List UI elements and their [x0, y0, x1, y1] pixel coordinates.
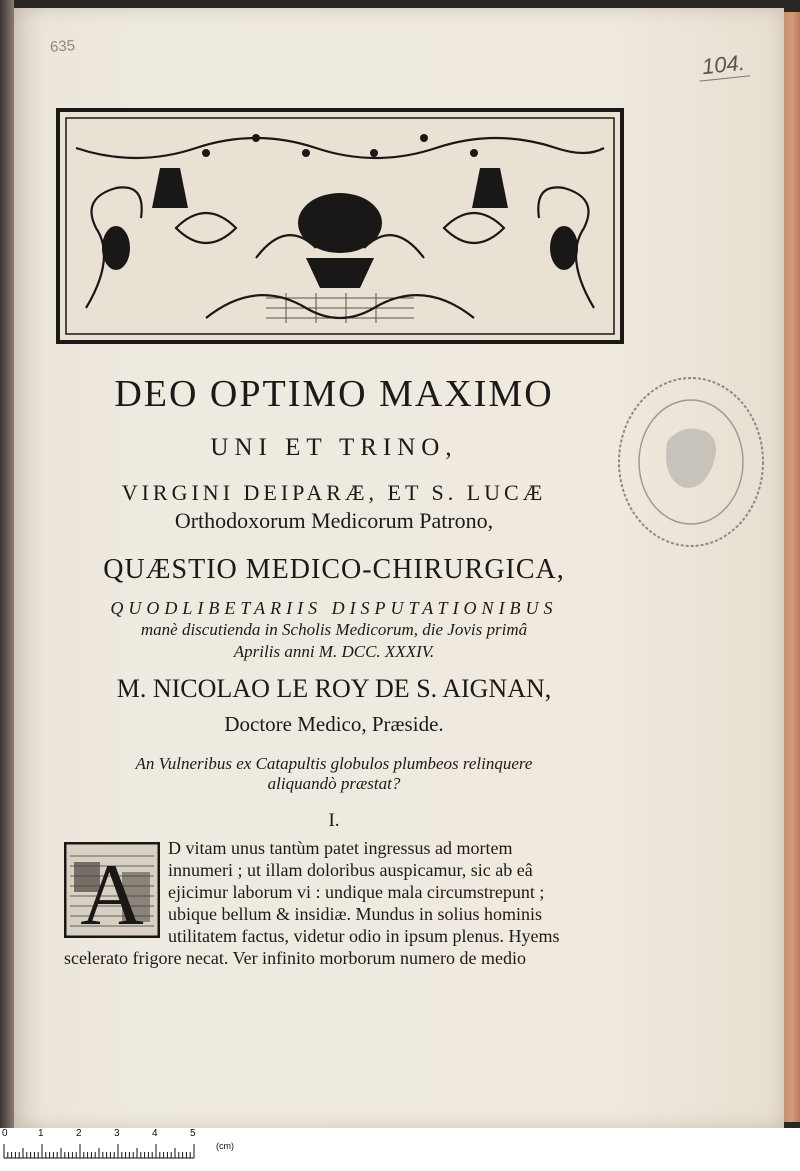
page-edge	[784, 12, 800, 1122]
body-line-5: utilitatem factus, videtur odio in ipsum plenus. Hyems	[168, 926, 560, 946]
body-line-2: innumeri ; ut illam doloribus auspicamur, sic ab eâ	[168, 860, 533, 880]
body-line-1: D vitam unus tantùm patet ingressus ad mortem	[168, 838, 513, 858]
ruler-label-1: 1	[38, 1128, 44, 1139]
pencil-annotation-right: 104.	[697, 49, 750, 81]
title-line-deo: DEO OPTIMO MAXIMO	[114, 373, 554, 415]
body-line-4: ubique bellum & insidiæ. Mundus in solius hominis	[168, 904, 543, 924]
pencil-annotation-left: 635	[49, 37, 76, 56]
body-line-3: ejicimur laborum vi : undique mala circumstrepunt ;	[168, 882, 545, 902]
headpiece-ornament	[56, 108, 624, 344]
title-line-quodlibetariis: QUODLIBETARIIS DISPUTATIONIBUS	[110, 598, 558, 618]
title-line-uni: UNI ET TRINO,	[210, 434, 458, 461]
title-line-aprilis: Aprilis anni M. DCC. XXXIV.	[233, 642, 435, 661]
title-line-quaestio: QUÆSTIO MEDICO-CHIRURGICA,	[103, 554, 565, 585]
body-line-6: scelerato frigore necat. Ver infinito morborum numero de medio	[64, 948, 527, 968]
section-number: I.	[328, 810, 340, 831]
title-line-nicolao: M. NICOLAO LE ROY DE S. AIGNAN,	[116, 674, 552, 703]
dropcap-letter: A	[80, 847, 144, 938]
question-line-1: An Vulneribus ex Catapultis globulos plumbeos relinquere	[135, 754, 533, 773]
library-stamp	[612, 372, 770, 552]
book-binding	[0, 0, 14, 1171]
ruler-label-0: 0	[2, 1128, 8, 1139]
ruler-label-4: 4	[152, 1128, 158, 1139]
ruler-unit: (cm)	[216, 1141, 234, 1151]
title-line-mane: manè discutienda in Scholis Medicorum, die Jovis primâ	[140, 620, 528, 639]
title-line-doctore: Doctore Medico, Præside.	[224, 712, 444, 736]
dropcap-woodcut	[64, 842, 160, 938]
ruler-label-5: 5	[190, 1128, 196, 1139]
ruler-label-3: 3	[114, 1128, 120, 1139]
title-line-virgini: VIRGINI DEIPARÆ, ET S. LUCÆ	[121, 480, 547, 505]
scale-ruler	[0, 1128, 800, 1171]
title-line-patrono: Orthodoxorum Medicorum Patrono,	[174, 508, 494, 533]
ruler-label-2: 2	[76, 1128, 82, 1139]
question-line-2: aliquandò præstat?	[267, 774, 401, 793]
